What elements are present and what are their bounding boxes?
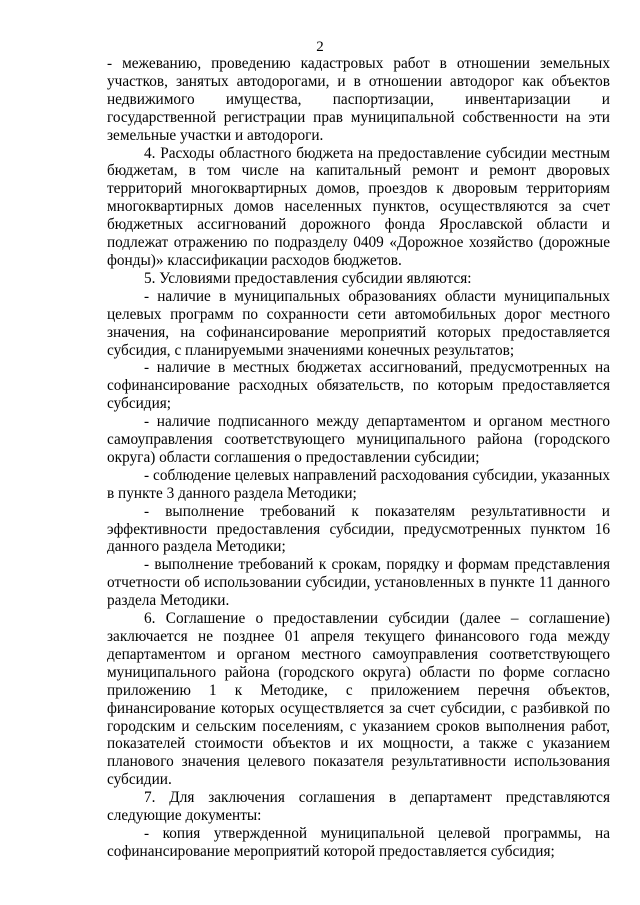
paragraph-condition-budget: - наличие в местных бюджетах ассигнований, предусмотренных на софинансирование расходных обязательств, по которым предоставляется субсидия; — [107, 359, 610, 413]
paragraph-item-5: 5. Условиями предоставления субсидии являются: — [144, 269, 472, 287]
paragraph-document-program-copy: - копия утвержденной муниципальной целевой программы, на софинансирование мероприятий которой предоставляется субсидия; — [107, 824, 610, 860]
paragraph-item-6: 6. Соглашение о предоставлении субсидии (далее – соглашение) заключается не позднее 01 апреля текущего финансового года между департаментом и органом местного самоуправления соответствующего муниципального района (городского округа) области по форме согласно приложению 1 к Методике, с приложением перечня объектов, финансирование которых осуществляется за счет субсидии, с разбивкой по городским и сельским поселениям, с указанием сроков выполнения работ, показателей стоимости объектов и их мощности, а также с указанием планового значения целевого показателя результативности использования субсидии. — [107, 610, 610, 789]
paragraph-item-7: 7. Для заключения соглашения в департамент представляются следующие документы: — [107, 789, 610, 825]
paragraph-condition-reporting: - выполнение требований к срокам, порядку и формам представления отчетности об использовании субсидии, установленных в пункте 11 данного раздела Методики. — [107, 556, 610, 610]
paragraph-condition-agreement: - наличие подписанного между департаментом и органом местного самоуправления соответствующего муниципального района (городского округа) области соглашения о предоставлении субсидии; — [107, 413, 610, 466]
paragraph-condition-indicators: - выполнение требований к показателям результативности и эффективности предоставления субсидии, предусмотренных пунктом 16 данного раздела Методики; — [107, 502, 610, 556]
paragraph-condition-target-use: - соблюдение целевых направлений расходования субсидии, указанных в пункте 3 данного раздела Методики; — [107, 466, 610, 502]
paragraph-condition-programs: - наличие в муниципальных образованиях области муниципальных целевых программ по сохранности сети автомобильных дорог местного значения, на софинансирование мероприятий которых предоставляется субсидия, с планируемыми значениями конечных результатов; — [107, 287, 610, 359]
paragraph-item-4: 4. Расходы областного бюджета на предоставление субсидии местным бюджетам, в том числе на капитальный ремонт и ремонт дворовых территорий многоквартирных домов, проездов к дворовым территориям многоквартирных домов населенных пунктов, осуществляются за счет бюджетных ассигнований дорожного фонда Ярославской области и подлежат отражению по подразделу 0409 «Дорожное хозяйство (дорожные фонды)» классификации расходов бюджетов. — [107, 144, 610, 269]
document-body — [107, 55, 610, 861]
page-number: 2 — [316, 39, 324, 55]
paragraph-surveying-continuation: - межеванию, проведению кадастровых работ в отношении земельных участков, занятых автодорогами, и в отношении автодорог как объектов недвижимого имущества, паспортизации, инвентаризации и государственной регистрации прав муниципальной собственности на эти земельные участки и автодороги. — [107, 55, 610, 144]
